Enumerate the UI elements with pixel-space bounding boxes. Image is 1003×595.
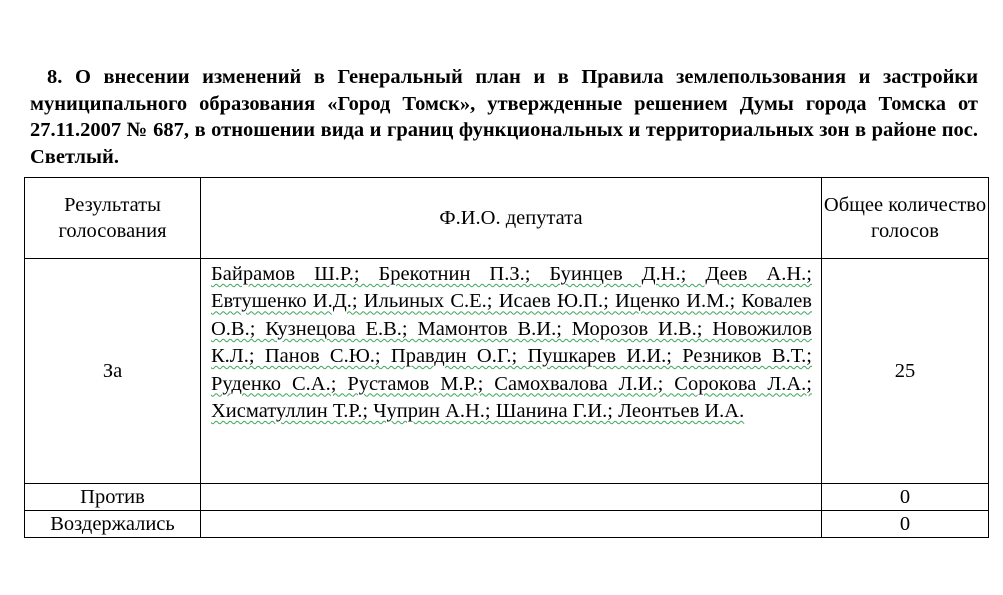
table-row	[25, 259, 989, 484]
deputy-names-abstained	[201, 511, 822, 538]
deputy-names-for	[201, 259, 822, 484]
result-label-for: За	[25, 259, 201, 484]
voting-results-table	[24, 177, 989, 538]
header-total-votes: Общее количество голосов	[822, 178, 989, 259]
result-label-abstained: Воздержались	[25, 511, 201, 538]
total-votes-against: 0	[822, 484, 989, 511]
agenda-item-heading	[30, 64, 978, 170]
deputy-names-against	[201, 484, 822, 511]
table-header-row	[25, 178, 989, 259]
deputy-names-text: Байрамов Ш.Р.; Брекотнин П.З.; Буинцев Д.Н.; Деев А.Н.; Евтушенко И.Д.; Ильиных С.Е.; Исаев Ю.П.; Иценко И.М.; Ковалев О.В.; Кузнецова Е.В.; Мамонтов В.И.; Морозов И.В.; Новожилов К.Л.; Панов С.Ю.; Правдин О.Г.; Пушкарев И.И.; Резников В.Т.; Руденко С.А.; Рустамов М.Р.; Самохвалова Л.И.; Сорокова Л.А.; Хисматуллин Т.Р.; Чуприн А.Н.; Шанина Г.И.; Леонтьев И.А.	[211, 263, 812, 423]
total-votes-abstained: 0	[822, 511, 989, 538]
table-row	[25, 484, 989, 511]
header-deputy-name: Ф.И.О. депутата	[201, 178, 822, 259]
agenda-item-number: 8.	[47, 66, 63, 88]
result-label-against: Против	[25, 484, 201, 511]
table-row	[25, 511, 989, 538]
header-voting-results: Результаты голосования	[25, 178, 201, 259]
agenda-item-title: О внесении изменений в Генеральный план и в Правила землепользования и застройки муниципального образования «Город Томск», утвержденные решением Думы города Томска от 27.11.2007 № 687, в отношении вида и границ функциональных и территориальных зон в районе пос. Светлый.	[30, 66, 979, 168]
total-votes-for: 25	[822, 259, 989, 484]
